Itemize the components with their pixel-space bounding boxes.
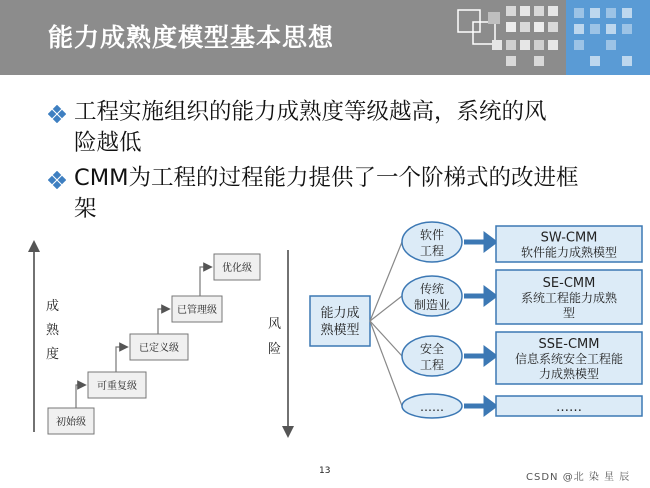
domain-label: 制造业 — [413, 298, 451, 312]
maturity-axis-label: 熟 — [46, 323, 60, 338]
maturity-staircase — [0, 236, 295, 446]
model-description: 型 — [562, 306, 576, 320]
maturity-axis-label: 度 — [46, 347, 60, 362]
domain-arrow — [464, 236, 494, 248]
domain-arrow — [464, 400, 494, 412]
page-number: 13 — [319, 466, 331, 476]
level-step-arrow — [158, 309, 166, 334]
connector-line — [370, 321, 402, 356]
model-name: SSE-CMM — [538, 337, 600, 352]
header-decoration — [448, 0, 650, 75]
domain-arrow — [464, 350, 494, 362]
slide-header — [0, 0, 650, 75]
bullet-text-line: 工程实施组织的能力成熟度等级越高，系统的风 — [74, 99, 547, 125]
risk-axis-label: 风 — [268, 317, 282, 332]
level-label: 初始级 — [56, 417, 86, 428]
level-boxes — [48, 254, 260, 434]
domain-arrow — [464, 290, 494, 302]
domain-label: 软件 — [419, 228, 445, 242]
model-description: 软件能力成熟模型 — [520, 245, 618, 260]
level-label: 可重复级 — [97, 381, 137, 392]
level-label: 优化级 — [222, 263, 252, 274]
root-node-label: 能力成 — [320, 306, 360, 321]
risk-axis-label: 险 — [268, 342, 282, 357]
level-step-arrow — [116, 347, 124, 372]
bullet-text-line: 架 — [74, 196, 97, 222]
cmm-model-diagram — [298, 214, 650, 424]
bullet-text-line: 险越低 — [74, 130, 142, 156]
model-description: 信息系统安全工程能 — [514, 352, 624, 366]
level-step-arrow — [200, 267, 208, 296]
diamond-bullet-icon — [48, 105, 66, 123]
connector-line — [370, 321, 402, 406]
watermark: CSDN @北 染 星 辰 — [526, 472, 631, 483]
domain-label: 安全 — [419, 342, 445, 356]
model-name: SW-CMM — [540, 230, 598, 246]
root-node — [310, 296, 370, 346]
domain-label: 传统 — [419, 282, 445, 296]
diamond-bullet-icon — [48, 171, 66, 189]
model-description: 系统工程能力成熟 — [520, 291, 618, 305]
bullet-text-line: CMM为工程的过程能力提供了一个阶梯式的改进框 — [74, 165, 579, 191]
model-description: 力成熟模型 — [538, 367, 600, 381]
bullet-list — [48, 97, 618, 229]
domain-label: 工程 — [419, 358, 445, 372]
domain-label: …… — [420, 400, 444, 414]
level-step-arrow — [76, 385, 82, 408]
level-label: 已定义级 — [139, 343, 179, 354]
model-name: …… — [556, 400, 582, 415]
model-name: SE-CMM — [542, 276, 596, 291]
root-node-label: 熟模型 — [320, 323, 360, 338]
bullet-item — [48, 97, 618, 159]
level-label: 已管理级 — [177, 305, 217, 316]
domain-label: 工程 — [419, 244, 445, 258]
maturity-axis-label: 成 — [46, 299, 60, 314]
slide-title: 能力成熟度模型基本思想 — [48, 23, 335, 52]
